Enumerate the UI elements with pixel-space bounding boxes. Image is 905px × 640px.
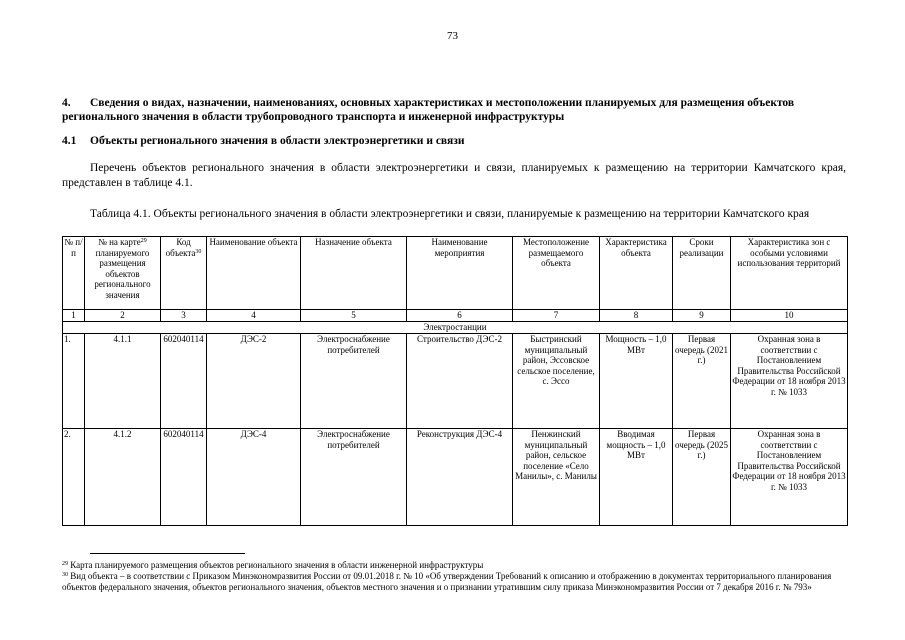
header-cell: Сроки реализации [673,237,731,310]
object-zones: Охранная зона в соответствии с Постановлением Правительства Российской Федерации от 18 ноября 2013 г. № 1033 [731,429,848,526]
objects-table [62,236,848,526]
header-cell: Назначение объекта [301,237,407,310]
object-name: ДЭС-2 [207,334,301,429]
column-number: 9 [673,310,731,322]
footnote-29 [62,560,846,571]
section-title: Сведения о видах, назначении, наименованиях, основных характеристиках и местоположении планируемых для размещения объектов регионального значения в области трубопроводного транспорта и инженерной инфраструктуры [62,97,795,123]
footnote-number: 30 [62,572,68,578]
header-cell: Характеристика зон с особыми условиями использования территорий [731,237,848,310]
column-number: 1 [63,310,85,322]
object-characteristic: Мощность – 1,0 МВт [600,334,673,429]
column-number: 4 [207,310,301,322]
column-number: 3 [161,310,207,322]
object-purpose: Электроснабжение потребителей [301,429,407,526]
column-number-row [63,310,848,322]
object-code: 602040114 [161,334,207,429]
header-cell: Характеристика объекта [600,237,673,310]
footnote-ref: 29 [140,238,147,244]
object-name: ДЭС-4 [207,429,301,526]
object-location: Пенжинский муниципальный район, сельское поселение «Село Манилы», с. Манилы [513,429,600,526]
column-number: 5 [301,310,407,322]
row-number: 1. [63,334,85,429]
header-cell: Наименование мероприятия [407,237,513,310]
table-caption: Таблица 4.1. Объекты регионального значения в области электроэнергетики и связи, планируемые к размещению на территории Камчатского края [90,208,810,220]
column-number: 7 [513,310,600,322]
object-term: Первая очередь (2025 г.) [673,429,731,526]
subsection-title: Объекты регионального значения в области электроэнергетики и связи [90,135,465,147]
footnote-ref: 30 [195,248,202,255]
map-number: 4.1.1 [85,334,161,429]
intro-paragraph: Перечень объектов регионального значения в области электроэнергетики и связи, планируемых к размещению на территории Камчатского края, представлен в таблице 4.1. [62,162,846,189]
table-header-row [63,237,848,310]
column-number: 2 [85,310,161,322]
header-cell: № п/п [63,237,85,310]
map-number: 4.1.2 [85,429,161,526]
section-row [63,322,848,334]
subsection-heading-4-1 [62,135,846,147]
table-row [63,429,848,526]
row-number: 2. [63,429,85,526]
footnote-divider [90,553,245,554]
footnote-text: Карта планируемого размещения объектов регионального значения в области инженерной инфраструктуры [68,560,484,570]
object-code: 602040114 [161,429,207,526]
header-cell: Наименование объекта [207,237,301,310]
section-number: 4. [62,97,71,109]
page-number: 73 [447,30,458,42]
object-action: Строительство ДЭС-2 [407,334,513,429]
object-purpose: Электроснабжение потребителей [301,334,407,429]
footnote-30 [62,571,846,592]
header-cell: № на карте$^{29}$ планируемого размещения объектов регионального значения [85,237,161,310]
footnote-number: 29 [62,561,68,567]
footnote-text: Вид объекта – в соответствии с Приказом Минэкономразвития России от 09.01.2018 г. № 10 «Об утверждении Требований к описанию и отображению в документах территориального планирования объектов федерального значения, объектов регионального значения, объектов местного значения и о признании утратившим силу приказа Минэкономразвития России от 7 декабря 2016 г. № 793» [62,571,832,592]
column-number: 6 [407,310,513,322]
object-term: Первая очередь (2021 г.) [673,334,731,429]
object-location: Быстринский муниципальный район, Эссовское сельское поселение, с. Эссо [513,334,600,429]
object-action: Реконструкция ДЭС-4 [407,429,513,526]
subsection-number: 4.1 [62,135,77,147]
column-number: 10 [731,310,848,322]
section-heading-4 [62,96,846,124]
section-label: Электростанции [63,322,848,334]
table-row [63,334,848,429]
header-cell: Код объекта$^{30}$ [161,237,207,310]
header-cell: Местоположение размещаемого объекта [513,237,600,310]
object-zones: Охранная зона в соответствии с Постановлением Правительства Российской Федерации от 18 ноября 2013 г. № 1033 [731,334,848,429]
column-number: 8 [600,310,673,322]
object-characteristic: Вводимая мощность – 1,0 МВт [600,429,673,526]
